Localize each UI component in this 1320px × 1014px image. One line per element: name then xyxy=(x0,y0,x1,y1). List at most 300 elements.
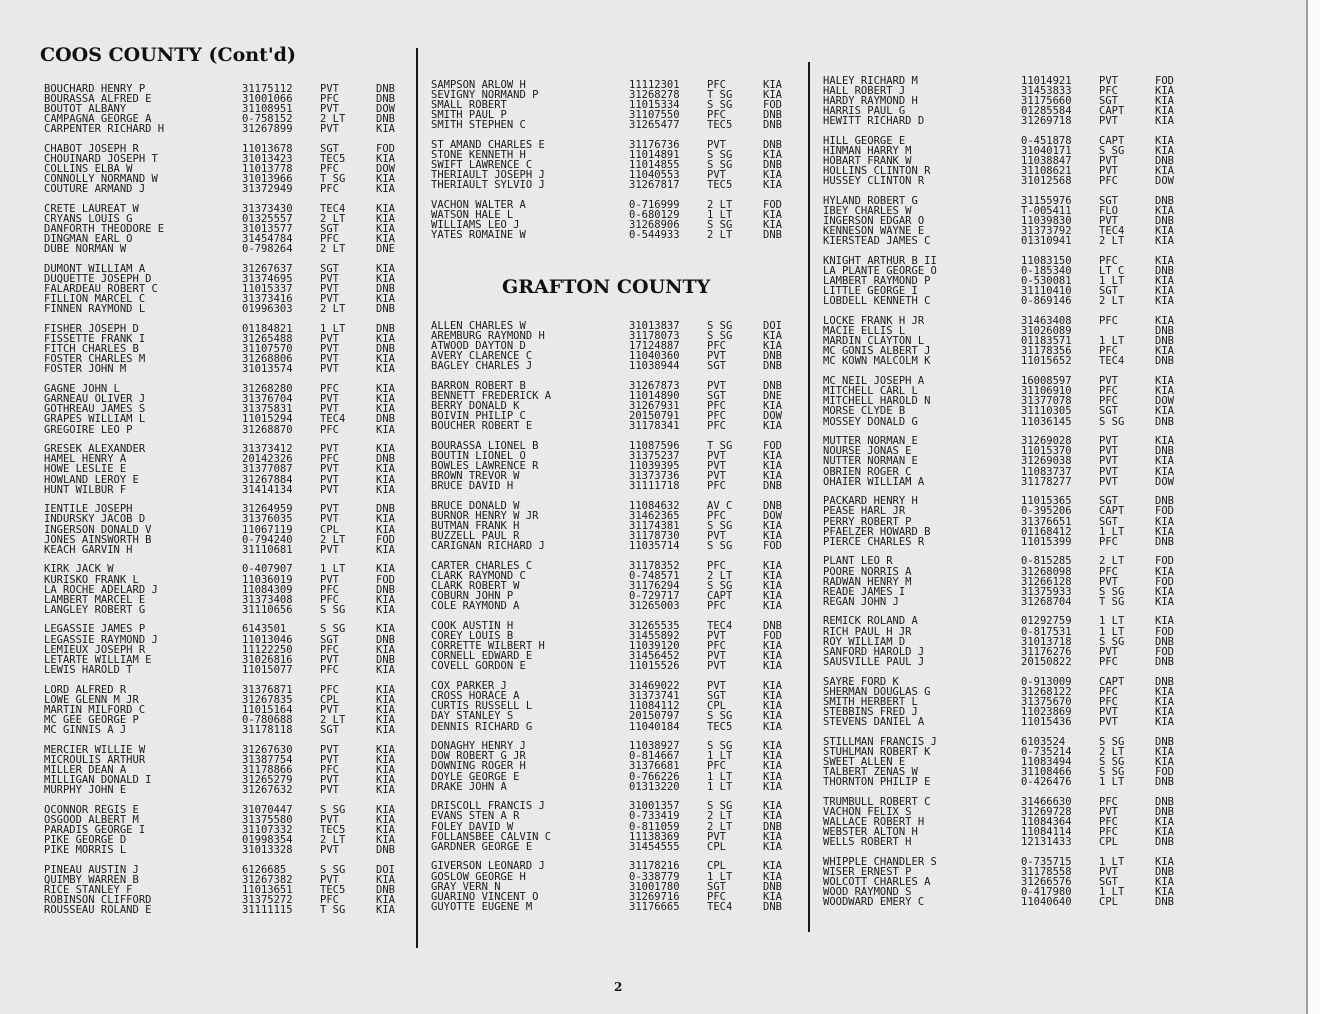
entry-serial: 31178118 xyxy=(242,723,293,736)
entry-serial: 0-758152 xyxy=(242,113,293,126)
entry-name: YATES ROMAINE W xyxy=(431,229,526,242)
entry-status: KIA xyxy=(376,423,395,436)
entry-serial: 31268806 xyxy=(242,353,293,366)
entry-rank: S SG xyxy=(1099,585,1125,598)
entry-name: SMITH HERBERT L xyxy=(823,695,918,708)
entry-status: DNE xyxy=(763,390,782,403)
entry-name: HUNT WILBUR F xyxy=(44,483,127,496)
entry-rank: PVT xyxy=(707,380,726,393)
entry-rank: S SG xyxy=(707,320,733,332)
entry-name: WOODWARD EMERY C xyxy=(823,895,925,908)
entry-status: KIA xyxy=(763,890,782,903)
entry-rank: PVT xyxy=(1099,805,1118,818)
entry-serial: 31178352 xyxy=(629,560,680,573)
entry-name: VACHON WALTER A xyxy=(431,199,526,212)
entry-status: KIA xyxy=(763,830,782,843)
entry-serial: 0-794240 xyxy=(242,533,293,546)
entry-status: KIA xyxy=(1155,515,1174,528)
entry-status: DNB xyxy=(1155,655,1174,668)
entry-name: EVANS STEN A R xyxy=(431,810,520,823)
entry-serial: 11014891 xyxy=(629,149,680,162)
entry-rank: PFC xyxy=(320,163,339,176)
entry-rank: PVT xyxy=(320,473,339,486)
entry-rank: T SG xyxy=(707,440,733,453)
entry-rank: PFC xyxy=(320,683,339,696)
entry-serial: 0-716999 xyxy=(629,199,680,212)
entry-serial: 0-869146 xyxy=(1021,295,1072,308)
entry-rank: PFC xyxy=(1099,795,1118,808)
entry-name: BERRY DONALD K xyxy=(431,400,520,413)
entry-status: DNB xyxy=(376,633,395,646)
entry-rank: PFC xyxy=(707,109,726,122)
column-divider xyxy=(808,62,810,932)
page-number: 2 xyxy=(614,980,623,994)
entry-status: DNB xyxy=(376,503,395,516)
entry-status: KIA xyxy=(763,450,782,463)
entry-status: DNB xyxy=(376,93,395,105)
entry-status: KIA xyxy=(1155,695,1174,708)
entry-name: FOLEY DAVID W xyxy=(431,820,514,833)
entry-status: KIA xyxy=(763,690,782,703)
entry-rank: 2 LT xyxy=(320,303,346,316)
entry-status: DNB xyxy=(376,343,395,356)
entry-rank: 1 LT xyxy=(1099,335,1125,348)
entry-rank: TEC5 xyxy=(320,153,346,166)
entry-name: RICH PAUL H JR xyxy=(823,625,912,638)
entry-serial: 01310941 xyxy=(1021,235,1072,248)
entry-name: GRESEK ALEXANDER xyxy=(44,443,146,456)
entry-status: FOD xyxy=(763,99,782,112)
entry-name: CORRETTE WILBERT H xyxy=(431,640,545,653)
entry-status: KIA xyxy=(763,169,782,182)
entry-status: KIA xyxy=(376,833,395,846)
entry-rank: PVT xyxy=(1099,435,1118,448)
entry-status: KIA xyxy=(376,563,395,576)
entry-status: DNE xyxy=(376,243,395,256)
entry-serial: 31373412 xyxy=(242,443,293,456)
entry-rank: PFC xyxy=(1099,655,1118,668)
entry-rank: PVT xyxy=(707,139,726,152)
entry-name: HAMEL HENRY A xyxy=(44,453,127,466)
entry-rank: PVT xyxy=(707,350,726,363)
entry-status: KIA xyxy=(376,293,395,306)
entry-status: KIA xyxy=(763,179,782,192)
entry-rank: PVT xyxy=(320,363,339,376)
entry-rank: PFC xyxy=(1099,565,1118,578)
entry-serial: 11014890 xyxy=(629,390,680,403)
entry-rank: S SG xyxy=(707,710,733,723)
entry-serial: 0-395206 xyxy=(1021,505,1072,518)
entry-rank: PVT xyxy=(320,813,339,826)
entry-name: BOUTIN LIONEL O xyxy=(431,450,526,463)
entry-status: DNB xyxy=(1155,265,1174,278)
entry-rank: PVT xyxy=(707,470,726,483)
entry-rank: CPL xyxy=(320,693,339,706)
entry-rank: 1 LT xyxy=(1099,855,1125,868)
entry-rank: CPL xyxy=(1099,835,1118,848)
entry-name: DENNIS RICHARD G xyxy=(431,720,533,733)
entry-rank: SGT xyxy=(1099,195,1118,208)
entry-name: ST AMAND CHARLES E xyxy=(431,139,545,152)
entry-rank: FLO xyxy=(1099,205,1118,218)
entry-rank: TEC5 xyxy=(707,720,733,733)
entry-status: KIA xyxy=(763,640,782,653)
entry-rank: PVT xyxy=(1099,865,1118,878)
entry-name: LOCKE FRANK H JR xyxy=(823,315,925,328)
entry-serial: 31375831 xyxy=(242,403,293,416)
entry-serial: 31178341 xyxy=(629,420,680,433)
entry-serial: 01313220 xyxy=(629,780,680,793)
entry-name: ROY WILLIAM D xyxy=(823,635,906,648)
entry-serial: 11112301 xyxy=(629,79,680,91)
entry-name: REGAN JOHN J xyxy=(823,595,899,608)
entry-name: GOSLOW GEORGE H xyxy=(431,870,526,883)
entry-status: DOW xyxy=(376,103,395,116)
entry-status: DOW xyxy=(763,410,782,423)
entry-rank: PVT xyxy=(320,873,339,886)
entry-rank: S SG xyxy=(707,99,733,112)
entry-name: DANFORTH THEODORE E xyxy=(44,223,165,236)
entry-name: MERCIER WILLIE W xyxy=(44,743,146,756)
entry-status: DOW xyxy=(1155,475,1174,488)
entry-serial: 0-811059 xyxy=(629,820,680,833)
entry-name: INGERSON EDGAR O xyxy=(823,215,925,228)
entry-rank: 1 LT xyxy=(707,770,733,783)
entry-name: COX PARKER J xyxy=(431,680,507,693)
entry-serial: 31454784 xyxy=(242,233,293,246)
entry-name: IBEY CHARLES W xyxy=(823,205,912,218)
entry-serial: 31178073 xyxy=(629,330,680,343)
entry-serial: 11138369 xyxy=(629,830,680,843)
entry-status: DNB xyxy=(1155,805,1174,818)
entry-rank: S SG xyxy=(707,540,733,553)
entry-name: PARADIS GEORGE I xyxy=(44,823,146,836)
entry-serial: 31175112 xyxy=(242,83,293,95)
entry-status: FOD xyxy=(763,540,782,553)
entry-status: KIA xyxy=(763,840,782,853)
entry-name: MC GINNIS A J xyxy=(44,723,127,736)
entry-status: KIA xyxy=(1155,345,1174,358)
entry-status: KIA xyxy=(1155,315,1174,328)
entry-rank: 1 LT xyxy=(1099,775,1125,788)
entry-rank: PFC xyxy=(1099,345,1118,358)
entry-rank: 1 LT xyxy=(1099,885,1125,898)
entry-name: MILLER DEAN A xyxy=(44,763,127,776)
entry-name: OHAIER WILLIAM A xyxy=(823,475,925,488)
entry-rank: 2 LT xyxy=(707,820,733,833)
entry-status: KIA xyxy=(763,209,782,222)
entry-name: DAY STANLEY S xyxy=(431,710,514,723)
entry-name: GARDNER GEORGE E xyxy=(431,840,533,853)
entry-name: HEWITT RICHARD D xyxy=(823,115,925,128)
entry-status: KIA xyxy=(1155,405,1174,418)
entry-status: KIA xyxy=(763,680,782,693)
entry-status: KIA xyxy=(376,183,395,196)
entry-name: READE JAMES I xyxy=(823,585,906,598)
entry-status: DNB xyxy=(1155,895,1174,908)
entry-serial: 12131433 xyxy=(1021,835,1072,848)
entry-status: DNB xyxy=(1155,325,1174,338)
entry-rank: PFC xyxy=(1099,385,1118,398)
entry-status: KIA xyxy=(763,400,782,413)
entry-status: KIA xyxy=(376,543,395,556)
entry-name: NUTTER NORMAN E xyxy=(823,455,918,468)
entry-status: KIA xyxy=(376,223,395,236)
entry-status: DNB xyxy=(1155,535,1174,548)
entry-name: CHABOT JOSEPH R xyxy=(44,143,139,156)
entry-status: KIA xyxy=(763,770,782,783)
entry-name: LOBDELL KENNETH C xyxy=(823,295,931,308)
entry-name: SMALL ROBERT xyxy=(431,99,507,112)
entry-name: STILLMAN FRANCIS J xyxy=(823,735,937,748)
entry-status: KIA xyxy=(1155,615,1174,628)
entry-serial: 31266576 xyxy=(1021,875,1072,888)
entry-name: DINGMAN EARL O xyxy=(44,233,133,246)
entry-rank: SGT xyxy=(707,690,726,703)
entry-serial: 31013574 xyxy=(242,363,293,376)
entry-status: KIA xyxy=(763,860,782,873)
entry-name: CRETE LAUREAT W xyxy=(44,203,139,216)
entry-status: KIA xyxy=(763,720,782,733)
entry-serial: 31012568 xyxy=(1021,175,1072,188)
entry-rank: 1 LT xyxy=(707,209,733,222)
entry-name: SAUSVILLE PAUL J xyxy=(823,655,925,668)
entry-serial: 31376035 xyxy=(242,513,293,526)
entry-name: CORNELL EDWARD E xyxy=(431,650,533,663)
entry-serial: 11015526 xyxy=(629,660,680,673)
entry-rank: PVT xyxy=(320,773,339,786)
entry-serial: 31373430 xyxy=(242,203,293,216)
entry-serial: 11015365 xyxy=(1021,495,1072,508)
entry-rank: PFC xyxy=(320,423,339,436)
entry-rank: TEC4 xyxy=(1099,225,1125,238)
entry-serial: 31269028 xyxy=(1021,435,1072,448)
entry-name: WOLCOTT CHARLES A xyxy=(823,875,931,888)
entry-rank: TEC5 xyxy=(707,179,733,192)
entry-rank: PFC xyxy=(320,893,339,906)
entry-serial: 01325557 xyxy=(242,213,293,226)
entry-status: KIA xyxy=(763,870,782,883)
entry-serial: 31176736 xyxy=(629,139,680,152)
entry-status: FOD xyxy=(1155,575,1174,588)
entry-status: KIA xyxy=(376,783,395,796)
entry-serial: 31268098 xyxy=(1021,565,1072,578)
entry-status: KIA xyxy=(376,333,395,346)
entry-status: KIA xyxy=(376,703,395,716)
entry-rank: S SG xyxy=(707,330,733,343)
entry-status: KIA xyxy=(1155,755,1174,768)
entry-status: KIA xyxy=(376,873,395,886)
entry-name: GUARINO VINCENT O xyxy=(431,890,539,903)
entry-rank: PVT xyxy=(707,660,726,673)
entry-name: ROUSSEAU ROLAND E xyxy=(44,903,152,916)
entry-serial: 31178356 xyxy=(1021,345,1072,358)
entry-name: GUYOTTE EUGENE M xyxy=(431,900,533,913)
entry-status: DNB xyxy=(376,283,395,296)
entry-serial: 0-814667 xyxy=(629,750,680,763)
entry-name: FOSTER JOHN M xyxy=(44,363,127,376)
entry-serial: 31374695 xyxy=(242,273,293,286)
entry-serial: 31013423 xyxy=(242,153,293,166)
entry-status: KIA xyxy=(1155,85,1174,97)
entry-rank: TEC5 xyxy=(707,119,733,132)
entry-rank: S SG xyxy=(707,149,733,162)
entry-rank: S SG xyxy=(707,219,733,232)
entry-serial: 31414134 xyxy=(242,483,293,496)
entry-rank: PVT xyxy=(320,343,339,356)
entry-status: KIA xyxy=(376,593,395,606)
entry-name: GRAY VERN N xyxy=(431,880,501,893)
entry-serial: 20150822 xyxy=(1021,655,1072,668)
entry-serial: 11036019 xyxy=(242,573,293,586)
entry-rank: 2 LT xyxy=(320,533,346,546)
entry-rank: PFC xyxy=(1099,315,1118,328)
entry-rank: S SG xyxy=(1099,755,1125,768)
entry-rank: TEC4 xyxy=(1099,355,1125,368)
entry-status: KIA xyxy=(1155,565,1174,578)
entry-name: WALLACE ROBERT H xyxy=(823,815,925,828)
entry-serial: 11122250 xyxy=(242,643,293,656)
entry-name: DRISCOLL FRANCIS J xyxy=(431,800,545,813)
entry-name: OCONNOR REGIS E xyxy=(44,803,139,816)
entry-serial: 20150797 xyxy=(629,710,680,723)
entry-name: DUBE NORMAN W xyxy=(44,243,127,256)
entry-serial: 31264959 xyxy=(242,503,293,516)
coos-county-heading: COOS COUNTY (Cont'd) xyxy=(40,44,296,66)
entry-rank: PVT xyxy=(1099,455,1118,468)
entry-status: KIA xyxy=(763,460,782,473)
entry-status: KIA xyxy=(763,800,782,813)
entry-serial: 31269716 xyxy=(629,890,680,903)
entry-status: KIA xyxy=(763,470,782,483)
entry-name: GREGOIRE LEO P xyxy=(44,423,133,436)
entry-serial: 31462365 xyxy=(629,510,680,523)
entry-rank: SGT xyxy=(320,633,339,646)
entry-serial: 31373736 xyxy=(629,470,680,483)
entry-serial: 11040360 xyxy=(629,350,680,363)
entry-name: PIKE GEORGE D xyxy=(44,833,127,846)
entry-status: DNB xyxy=(376,413,395,426)
entry-name: MICROULIS ARTHUR xyxy=(44,753,146,766)
entry-name: BROWN TREVOR W xyxy=(431,470,520,483)
entry-rank: PFC xyxy=(707,400,726,413)
entry-rank: PVT xyxy=(707,530,726,543)
entry-serial: 11015652 xyxy=(1021,355,1072,368)
entry-serial: 31178558 xyxy=(1021,865,1072,878)
entry-rank: PVT xyxy=(1099,475,1118,488)
entry-name: FOLLANSBEE CALVIN C xyxy=(431,830,552,843)
entry-status: KIA xyxy=(1155,375,1174,388)
entry-serial: 0-544933 xyxy=(629,229,680,242)
entry-rank: 1 LT xyxy=(1099,275,1125,288)
entry-rank: CAPT xyxy=(1099,105,1125,118)
entry-status: KIA xyxy=(376,213,395,226)
entry-rank: PVT xyxy=(707,460,726,473)
entry-status: KIA xyxy=(1155,135,1174,147)
entry-name: MITCHELL HAROLD N xyxy=(823,395,931,408)
entry-name: SWEET ALLEN E xyxy=(823,755,906,768)
entry-name: LA ROCHE ADELARD J xyxy=(44,583,158,596)
entry-rank: S SG xyxy=(707,800,733,813)
entry-status: DNB xyxy=(376,453,395,466)
entry-name: LANGLEY ROBERT G xyxy=(44,603,146,616)
entry-name: LETARTE WILLIAM E xyxy=(44,653,152,666)
entry-serial: 31268870 xyxy=(242,423,293,436)
entry-status: DNB xyxy=(1155,215,1174,228)
entry-name: WISER ERNEST P xyxy=(823,865,912,878)
entry-serial: 11040553 xyxy=(629,169,680,182)
entry-serial: 0-426476 xyxy=(1021,775,1072,788)
entry-serial: 31268280 xyxy=(242,383,293,396)
entry-serial: 31110305 xyxy=(1021,405,1072,418)
entry-status: DNB xyxy=(763,380,782,393)
entry-serial: 31265488 xyxy=(242,333,293,346)
entry-serial: 31267630 xyxy=(242,743,293,756)
entry-name: CLARK RAYMOND C xyxy=(431,570,526,583)
entry-serial: 31176276 xyxy=(1021,645,1072,658)
entry-serial: 31269718 xyxy=(1021,115,1072,128)
entry-rank: PFC xyxy=(707,410,726,423)
entry-status: KIA xyxy=(376,403,395,416)
entry-rank: PVT xyxy=(320,543,339,556)
entry-name: LAMBERT RAYMOND P xyxy=(823,275,931,288)
entry-name: COLLINS ELBA W xyxy=(44,163,133,176)
entry-status: KIA xyxy=(1155,875,1174,888)
entry-name: AVERY CLARENCE C xyxy=(431,350,533,363)
entry-name: WHIPPLE CHANDLER S xyxy=(823,855,937,868)
entry-name: BOIVIN PHILIP C xyxy=(431,410,526,423)
entry-serial: 31178866 xyxy=(242,763,293,776)
entry-rank: PFC xyxy=(707,600,726,613)
entry-rank: S SG xyxy=(320,803,346,816)
entry-rank: PFC xyxy=(707,79,726,91)
entry-name: GRAPES WILLIAM L xyxy=(44,413,146,426)
entry-serial: 17124887 xyxy=(629,340,680,353)
entry-name: CROSS HORACE A xyxy=(431,690,520,703)
entry-name: MILLIGAN DONALD I xyxy=(44,773,152,786)
entry-rank: SGT xyxy=(320,223,339,236)
entry-serial: 31175660 xyxy=(1021,95,1072,108)
entry-rank: PVT xyxy=(320,293,339,306)
entry-name: HILL GEORGE E xyxy=(823,135,906,147)
entry-serial: 11083737 xyxy=(1021,465,1072,478)
entry-serial: 31013837 xyxy=(629,320,680,332)
entry-serial: 11039395 xyxy=(629,460,680,473)
entry-rank: TEC4 xyxy=(320,413,346,426)
entry-status: FOD xyxy=(763,440,782,453)
entry-serial: 0-766226 xyxy=(629,770,680,783)
entry-name: INGERSON DONALD V xyxy=(44,523,152,536)
entry-name: LEGASSIE RAYMOND J xyxy=(44,633,158,646)
entry-serial: 31375670 xyxy=(1021,695,1072,708)
entry-serial: 11013778 xyxy=(242,163,293,176)
entry-serial: 01184821 xyxy=(242,323,293,336)
entry-rank: PVT xyxy=(320,443,339,456)
entry-serial: 11036145 xyxy=(1021,415,1072,428)
entry-status: DNB xyxy=(1155,775,1174,788)
entry-status: DNB xyxy=(376,323,395,336)
entry-name: BRUCE DAVID H xyxy=(431,480,514,493)
entry-name: MACIE ELLIS L xyxy=(823,325,906,338)
entry-serial: 11015436 xyxy=(1021,715,1072,728)
entry-serial: 31377087 xyxy=(242,463,293,476)
entry-name: HALEY RICHARD M xyxy=(823,75,918,87)
entry-serial: 01292759 xyxy=(1021,615,1072,628)
entry-status: KIA xyxy=(1155,715,1174,728)
entry-status: KIA xyxy=(376,123,395,136)
entry-name: CAMPAGNA GEORGE A xyxy=(44,113,152,126)
entry-rank: PFC xyxy=(707,560,726,573)
